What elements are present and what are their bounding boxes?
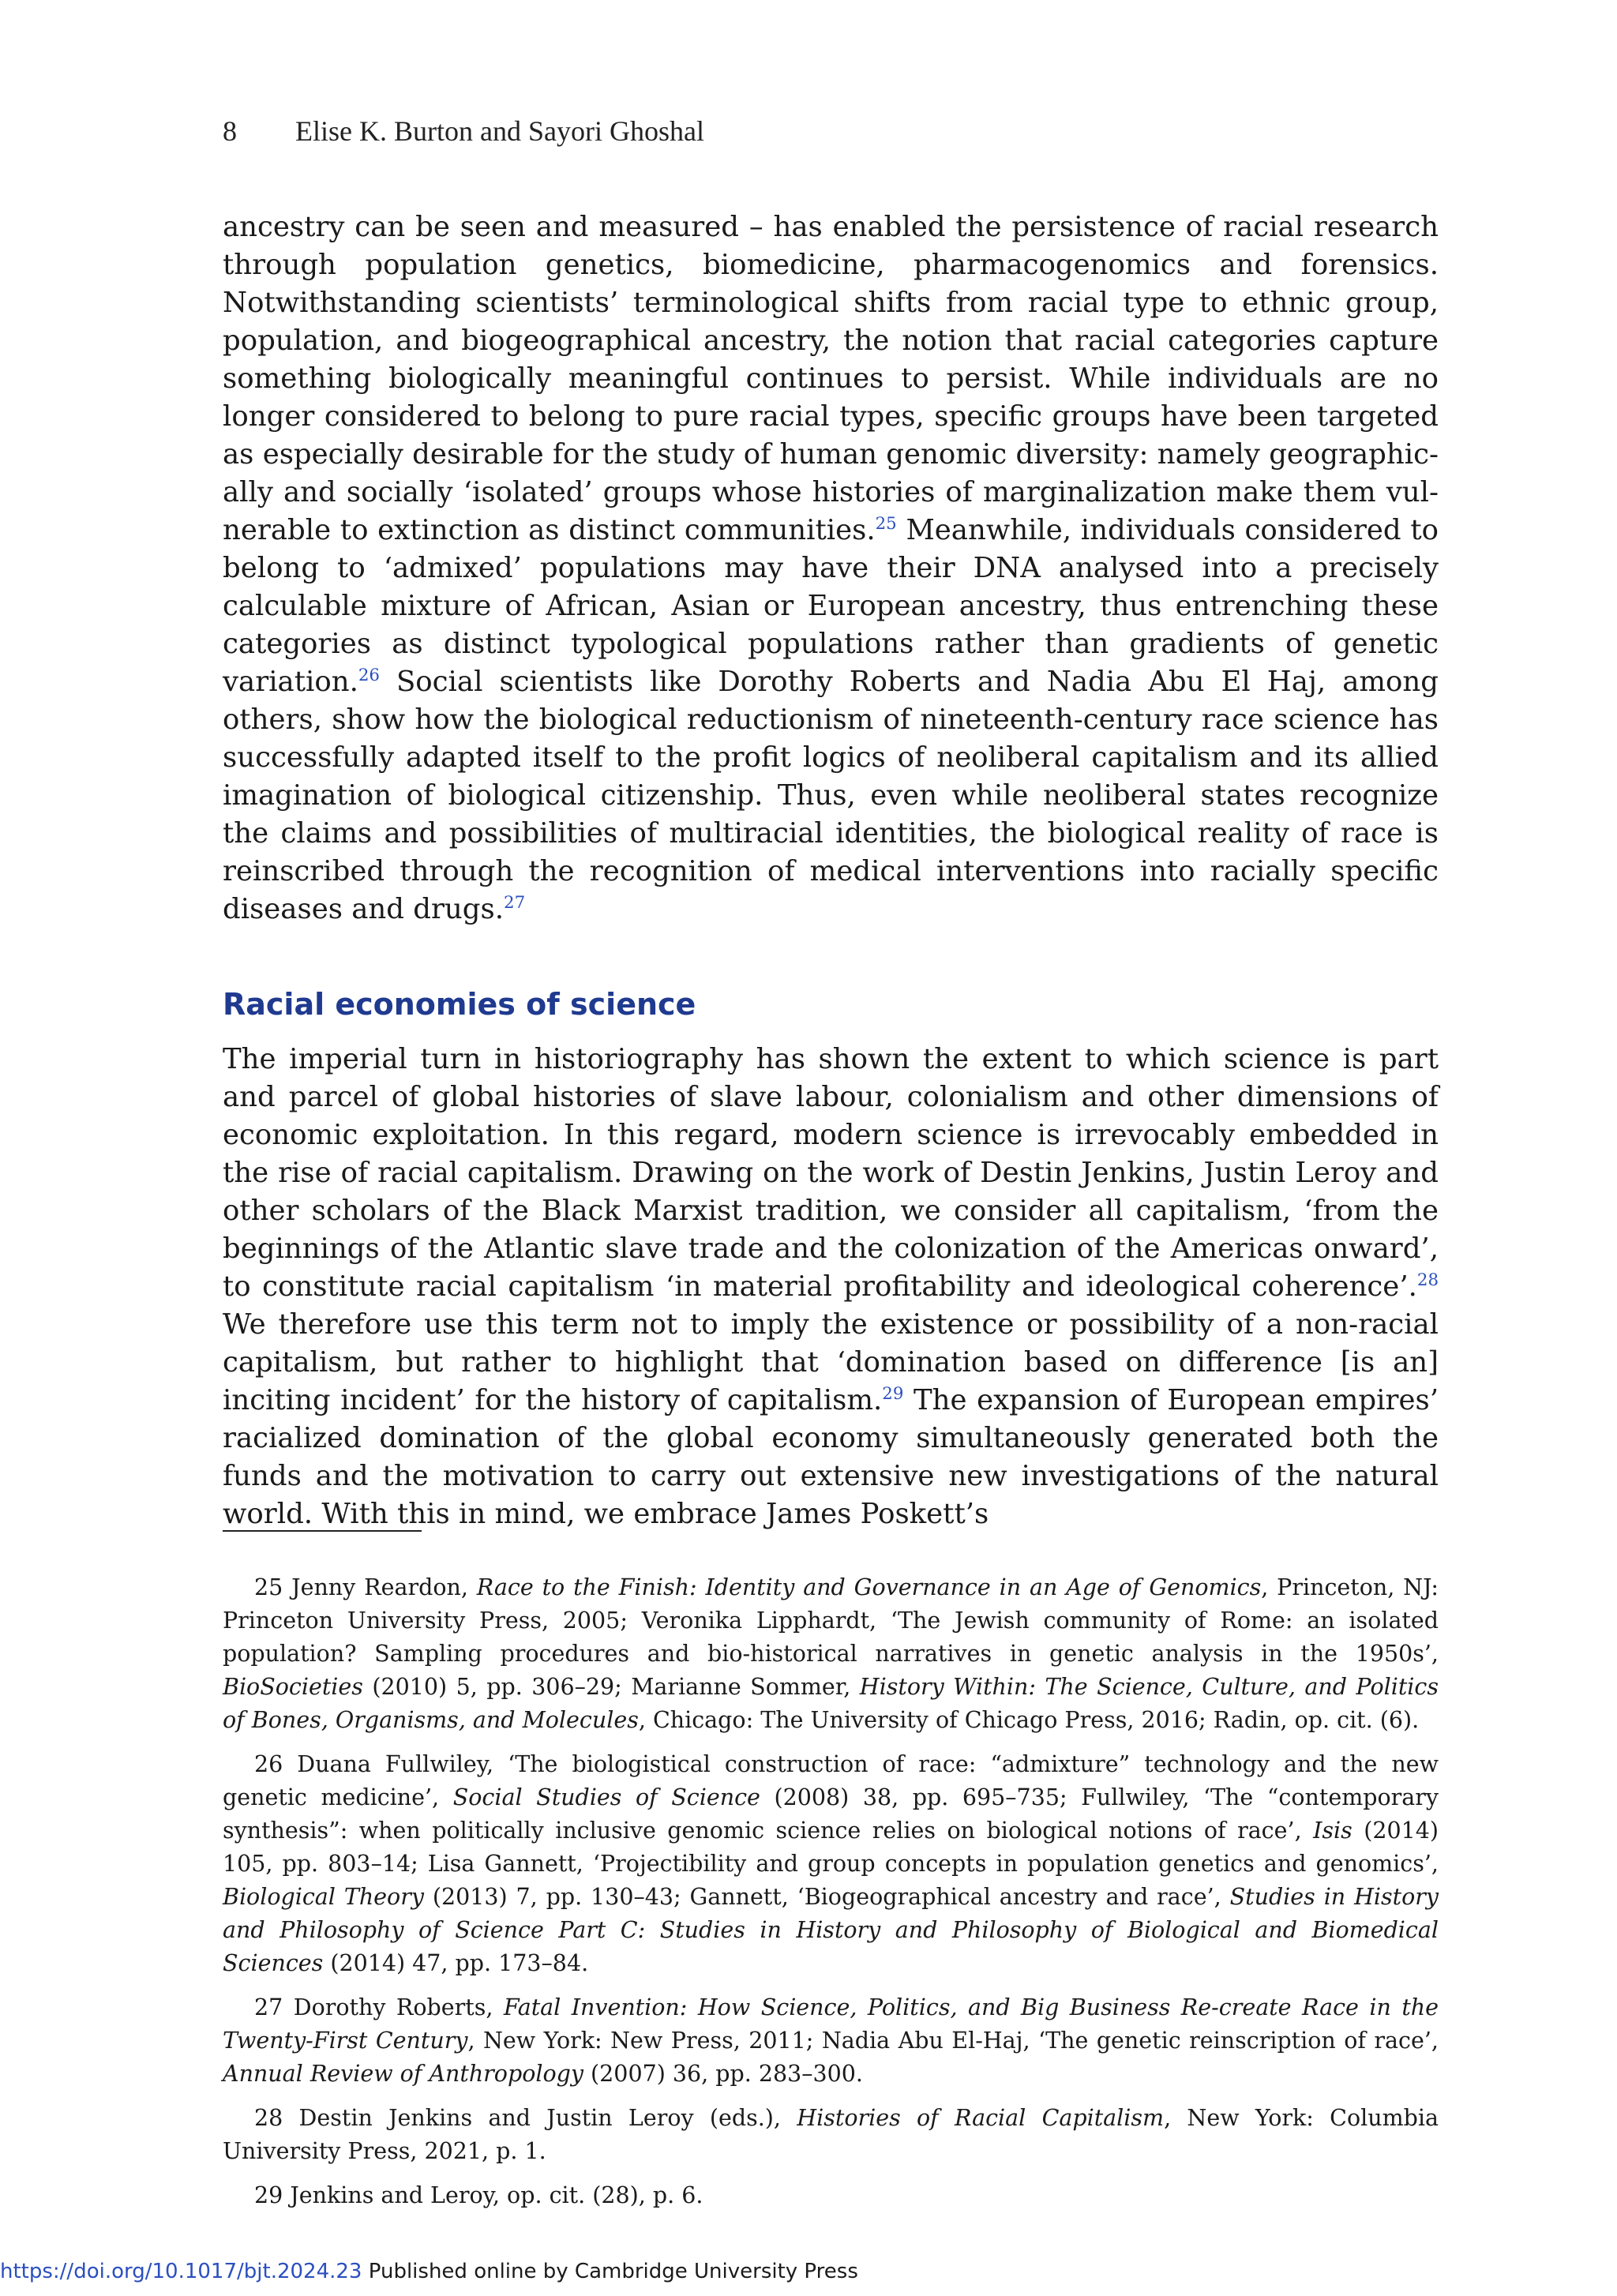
section-heading: Racial economies of science [223,987,696,1022]
footnote-item [223,1748,1439,1980]
footnote-text: (2014) 47, pp. 173–84. [323,1950,589,1976]
footnote-item [223,1991,1439,2091]
footnote-text: 29 Jenkins and Leroy, op. cit. (28), p. 6. [254,2182,703,2208]
footnote-italic-title: Biological Theory [223,1884,424,1910]
footnote-item [223,2102,1439,2168]
footnote-italic-title: Race to the Finish: Identity and Governance in an Age of Genomics [476,1574,1262,1600]
footnote-text: 27 Dorothy Roberts, [254,1994,504,2020]
footnote-italic-title: Studies in History and Philosophy of Science Part C: Studies in History and Philosophy of Biological and Biomedical Sciences [223,1884,1439,1976]
footnote-italic-title: Histories of Racial Capitalism [797,2105,1165,2131]
publisher-text: Published online by Cambridge University Press [362,2260,858,2283]
footnote-text: (2013) 7, pp. 130–43; Gannett, ‘Biogeographical ancestry and race’, [423,1884,1230,1910]
footnote-italic-title: BioSocieties [223,1674,363,1700]
footnote-text: , Princeton, NJ: Princeton University Press, 2005; Veronika Lipphardt, ‘The Jewish community of Rome: an isolated population? Sampling procedures and bio-historical narratives in genetic analysis in the 1950s’, [223,1574,1439,1667]
footnote-item [223,1571,1439,1737]
paragraph-1-text-b: Meanwhile, individuals considered to belong to ‘admixed’ populations may have their DNA analysed into a precisely calculable mixture of African, Asian or European ancestry, thus entrenching these categories as distinct typological populations rather than gradients of genetic variation. [223,514,1439,698]
footnote-text: 25 Jenny Reardon, [254,1574,477,1600]
footnote-text: 26 Duana Fullwiley, ‘The biologistical construction of race: “admixture” technology and the new genetic medicine’, [223,1751,1439,1810]
footnote-italic-title: Fatal Invention: How Science, Politics, and Big Business Re-create Race in the Twenty-First Century [223,1994,1439,2054]
paragraph-2-text-b: We therefore use this term not to imply the existence or possibility of a non-racial capitalism, but rather to highlight that ‘domination based on difference [is an] inciting incident’ for the history of capitalism. [223,1308,1439,1416]
footnote-italic-title: Isis [1313,1818,1353,1844]
footnote-item [223,2179,1439,2212]
footnote-text: (2010) 5, pp. 306–29; Marianne Sommer, [362,1674,860,1700]
footnote-ref-25[interactable]: 25 [875,514,897,535]
paragraph-2-text-a: The imperial turn in historiography has shown the extent to which science is part and parcel of global histories of slave labour, colonialism and other dimensions of economic exploitation. In this regard, modern science is irrevocably embedded in the rise of racial capitalism. Drawing on the work of Destin Jenkins, Justin Leroy and other scholars of the Black Marxist tradition, we consider all capitalism, ‘from the beginnings of the Atlantic slave trade and the colonization of the Americas onward’, to constitute racial capitalism ‘in material profitability and ideological coherence’. [223,1043,1439,1303]
footnote-italic-title: Social Studies of Science [452,1784,760,1810]
body-paragraph-2 [223,1041,1439,1533]
running-head-authors: Elise K. Burton and Sayori Ghoshal [295,115,704,147]
footnote-text: (2007) 36, pp. 283–300. [583,2061,863,2087]
footer-doi-line [0,2258,858,2285]
footnote-text: , Chicago: The University of Chicago Press, 2016; Radin, op. cit. (6). [638,1707,1420,1733]
footnote-italic-title: Annual Review of Anthropology [223,2061,583,2087]
footnote-text: , New York: New Press, 2011; Nadia Abu El-Haj, ‘The genetic reinscription of race’, [467,2028,1439,2054]
footnote-italic-title: History Within: The Science, Culture, and Politics of Bones, Organisms, and Molecules [223,1674,1439,1733]
footnote-ref-28[interactable]: 28 [1416,1270,1439,1291]
paragraph-1-text-a: ancestry can be seen and measured – has enabled the persistence of racial research through population genetics, biomedicine, pharmacogenomics and forensics. Notwithstanding scientists’ terminological shifts from racial type to ethnic group, population, and biogeographical ancestry, the notion that racial categories capture something biologically meaningful continues to persist. While individuals are no longer considered to belong to pure racial types, specific groups have been targeted as especially desirable for the study of human genomic diversity: namely geographically and socially ‘isolated’ groups whose histories of marginalization make them vulnerable to extinction as distinct communities. [223,211,1439,546]
doi-link[interactable]: https://doi.org/10.1017/bjt.2024.23 [0,2260,362,2283]
page-number: 8 [223,115,237,147]
paragraph-1-text-c: Social scientists like Dorothy Roberts and Nadia Abu El Haj, among others, show how the biological reductionism of nineteenth-century race science has successfully adapted itself to the profit logics of neoliberal capitalism and its allied imagination of biological citizenship. Thus, even while neoliberal states recognize the claims and possibilities of multiracial identities, the biological reality of race is reinscribed through the recognition of medical interventions into racially specific diseases and drugs. [223,666,1439,925]
footnote-ref-29[interactable]: 29 [882,1384,904,1405]
footnote-ref-27[interactable]: 27 [504,893,526,914]
footnote-ref-26[interactable]: 26 [358,666,380,686]
footnote-text: (2008) 38, pp. 695–735; Fullwiley, ‘The “contemporary synthesis”: when politically inclusive genomic science relies on biological notions of race’, [223,1784,1439,1844]
footnotes-list [223,1571,1439,2223]
paragraph-2-text-c: The expansion of European empires’ racialized domination of the global economy simultaneously generated both the funds and the motivation to carry out extensive new investigations of the natural world. With this in mind, we embrace James Poskett’s [223,1384,1439,1530]
footnote-separator [223,1530,422,1532]
footnote-text: (2014) 105, pp. 803–14; Lisa Gannett, ‘Projectibility and group concepts in population genetics and genomics’, [223,1818,1439,1877]
running-head [223,112,704,150]
body-paragraph-1 [223,208,1439,929]
footnote-text: 28 Destin Jenkins and Justin Leroy (eds.), [254,2105,797,2131]
footnote-text: , New York: Columbia University Press, 2021, p. 1. [223,2105,1439,2164]
